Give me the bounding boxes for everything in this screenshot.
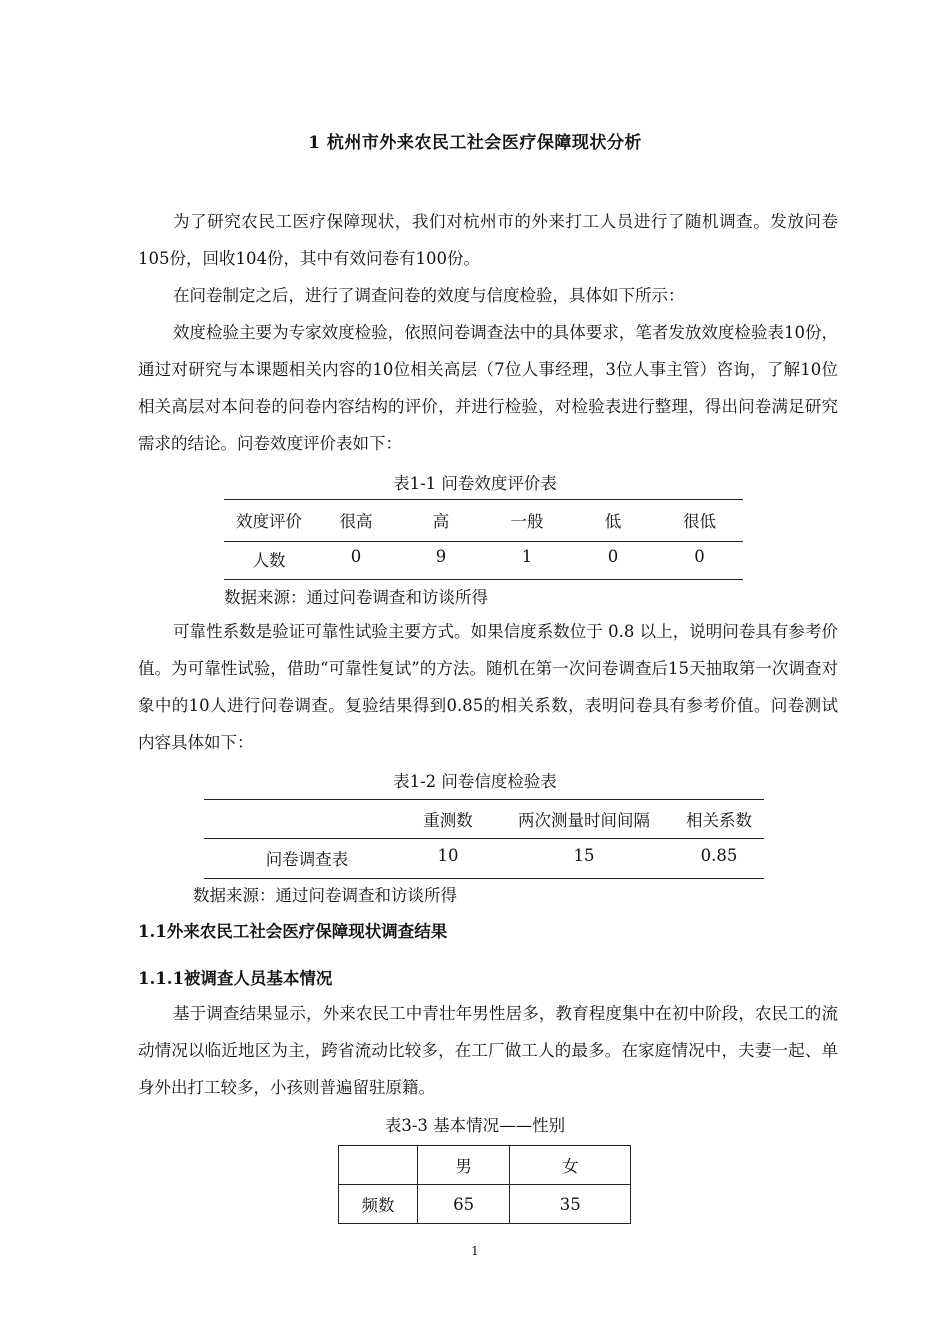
intro-paragraphs — [138, 203, 838, 462]
table2-header-cell: 两次测量时间间隔 — [518, 811, 650, 830]
table1-source: 数据来源：通过问卷调查和访谈所得 — [224, 588, 488, 607]
table1-data-cell: 0 — [607, 547, 619, 566]
section-heading: 1.1外来农民工社会医疗保障现状调查结果 — [138, 922, 448, 941]
paragraph-reliability: 可靠性系数是验证可靠性试验主要方式。如果信度系数位于 0.8 以上，说明问卷具有参考价值。为可靠性试验，借助“可靠性复试”的方法。随机在第一次问卷调查后15天抽取第一次调查对象中的10人进行问卷调查。复验结果得到0.85的相关系数，表明问卷具有参考价值。问卷测试内容具体如下： — [138, 622, 838, 752]
table3-header-cell: 男 — [417, 1146, 510, 1185]
table1-top-rule — [224, 499, 743, 500]
table1-mid-rule — [224, 541, 743, 542]
table2-data-cell: 10 — [437, 846, 459, 865]
table3-caption: 表3-3 基本情况——性别 — [384, 1116, 566, 1135]
table2-data-cell: 0.85 — [700, 846, 738, 865]
table3-data-cell: 35 — [510, 1185, 631, 1224]
table2-caption: 表1-2 问卷信度检验表 — [393, 772, 557, 791]
paragraph-survey-intro: 为了研究农民工医疗保障现状，我们对杭州市的外来打工人员进行了随机调查。发放问卷105份，回收104份，其中有效问卷有100份。 — [138, 212, 838, 268]
table1-data-cell: 0 — [694, 547, 705, 566]
table3 — [338, 1145, 631, 1224]
table1-data-cell: 人数 — [252, 551, 286, 570]
table2-mid-rule — [204, 838, 764, 839]
table-row — [339, 1146, 631, 1185]
table1-header-cell: 效度评价 — [236, 512, 302, 531]
table2-source: 数据来源：通过问卷调查和访谈所得 — [193, 886, 457, 905]
paragraph-validity-intro: 在问卷制定之后，进行了调查问卷的效度与信度检验，具体如下所示： — [173, 286, 685, 305]
table1-header-cell: 低 — [604, 512, 622, 531]
table3-data-cell: 65 — [417, 1185, 510, 1224]
table2-header-cell: 重测数 — [423, 811, 473, 830]
table2-data-cell: 15 — [573, 846, 595, 865]
table1-header-cell: 很高 — [339, 512, 373, 531]
table3-data-cell: 频数 — [339, 1185, 418, 1224]
paragraph-basic-info: 基于调查结果显示，外来农民工中青壮年男性居多，教育程度集中在初中阶段，农民工的流动情况以临近地区为主，跨省流动比较多，在工厂做工人的最多。在家庭情况中，夫妻一起、单身外出打工较多，小孩则普遍留驻原籍。 — [138, 1004, 838, 1097]
table1-header-cell: 高 — [432, 512, 450, 531]
table3-header-cell: 女 — [510, 1146, 631, 1185]
page-number: 1 — [471, 1244, 479, 1258]
table1-data-cell: 0 — [350, 547, 362, 566]
table-row — [339, 1185, 631, 1224]
table1-data-cell: 9 — [435, 547, 447, 566]
table1-bottom-rule — [224, 579, 743, 580]
table2-data-cell: 问卷调查表 — [265, 850, 349, 869]
subsection-heading: 1.1.1被调查人员基本情况 — [138, 969, 333, 988]
table2-top-rule — [204, 799, 764, 800]
table1-caption: 表1-1 问卷效度评价表 — [393, 474, 557, 493]
table1-data-cell: 1 — [521, 547, 533, 566]
table2-bottom-rule — [204, 878, 764, 879]
table1-header-cell: 很低 — [683, 512, 716, 531]
page-title: 1 杭州市外来农民工社会医疗保障现状分析 — [308, 133, 642, 153]
basic-info-paragraph-block — [138, 995, 838, 1106]
table1-header-cell: 一般 — [510, 512, 544, 531]
table3-header-cell — [339, 1146, 418, 1185]
paragraph-validity-detail: 效度检验主要为专家效度检验，依照问卷调查法中的具体要求，笔者发放效度检验表10份，通过对研究与本课题相关内容的10位相关高层（7位人事经理，3位人事主管）咨询，了解10位相关高层对本问卷的问卷内容结构的评价，并进行检验，对检验表进行整理，得出问卷满足研究需求的结论。问卷效度评价表如下： — [138, 323, 838, 453]
table2-header-cell: 相关系数 — [686, 811, 752, 830]
reliability-paragraph-block — [138, 613, 838, 761]
